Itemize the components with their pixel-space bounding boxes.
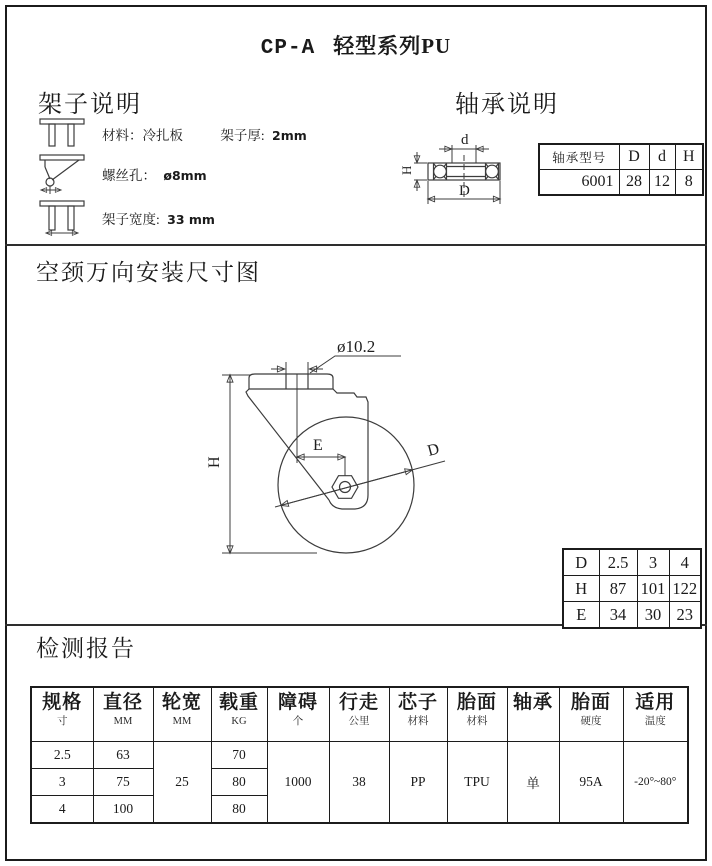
core-material-cell: PP — [389, 742, 447, 824]
bearing-heading: 轴承说明 — [455, 92, 559, 118]
dim-value: 122 — [669, 576, 701, 602]
bearing-bore-label: d — [461, 132, 469, 148]
temperature-cell: -20°~80° — [623, 742, 688, 824]
tread-material-cell: TPU — [447, 742, 507, 824]
height-label: H — [206, 456, 223, 468]
distance-cell: 38 — [329, 742, 389, 824]
dim-label: E — [563, 602, 599, 629]
bearing-height-label: H — [399, 165, 414, 175]
frame-item-material — [102, 124, 307, 144]
bearing-outer-label: D — [459, 183, 470, 199]
hardness-cell: 95A — [559, 742, 623, 824]
wheel-width-cell: 25 — [153, 742, 211, 824]
dim-value: 2.5 — [599, 549, 637, 576]
dimension-row-D — [563, 549, 701, 576]
col-obstacle: 障碍 个 — [267, 687, 329, 742]
thickness-label: 架子厚: — [220, 128, 265, 143]
screw-hole-label: 螺丝孔： — [102, 168, 156, 183]
bearing-col-H: H — [675, 144, 703, 170]
model-code: CP-A — [260, 37, 316, 60]
dim-label: H — [563, 576, 599, 602]
bearing-type-cell: 单 — [507, 742, 559, 824]
col-spec: 规格 寸 — [31, 687, 93, 742]
report-row-1 — [31, 742, 688, 769]
dim-value: 101 — [637, 576, 669, 602]
dim-value: 3 — [637, 549, 669, 576]
dim-value: 34 — [599, 602, 637, 629]
frame-width-value: 33 mm — [167, 212, 215, 227]
col-diameter: 直径 MM — [93, 687, 153, 742]
dim-value: 23 — [669, 602, 701, 629]
col-distance: 行走 公里 — [329, 687, 389, 742]
bearing-d-value: 12 — [649, 170, 675, 196]
load-cell: 80 — [211, 769, 267, 796]
diameter-cell: 100 — [93, 796, 153, 824]
spec-cell: 3 — [31, 769, 93, 796]
page-title — [0, 30, 712, 60]
bearing-col-d: d — [649, 144, 675, 170]
dimension-table — [562, 548, 702, 629]
diameter-cell: 63 — [93, 742, 153, 769]
col-tread: 胎面 材料 — [447, 687, 507, 742]
swivel-side-icon — [38, 153, 86, 195]
bearing-diagram — [399, 125, 530, 220]
frame-item-width — [102, 208, 215, 228]
screw-hole-value: ø8mm — [163, 168, 207, 183]
caster-diagram — [205, 335, 485, 605]
load-cell: 70 — [211, 742, 267, 769]
bearing-model-header: 轴承型号 — [539, 144, 619, 170]
bearing-D-value: 28 — [619, 170, 649, 196]
diameter-cell: 75 — [93, 769, 153, 796]
col-bearing: 轴承 — [507, 687, 559, 742]
report-heading: 检测报告 — [36, 636, 136, 661]
col-core: 芯子 材料 — [389, 687, 447, 742]
bearing-col-D: D — [619, 144, 649, 170]
frame-width-label: 架子宽度: — [102, 212, 160, 227]
spec-cell: 4 — [31, 796, 93, 824]
col-wheel-width: 轮宽 MM — [153, 687, 211, 742]
fork-front-icon — [38, 116, 86, 148]
wheel-diameter-label: D — [425, 440, 442, 460]
col-hardness: 胎面 硬度 — [559, 687, 623, 742]
mounting-heading: 空颈万向安装尺寸图 — [36, 260, 261, 285]
dim-value: 87 — [599, 576, 637, 602]
spec-cell: 2.5 — [31, 742, 93, 769]
bearing-model-value: 6001 — [539, 170, 619, 196]
report-table — [30, 686, 689, 824]
frame-item-screw-hole — [102, 164, 207, 184]
dimension-row-H — [563, 576, 701, 602]
col-temperature: 适用 温度 — [623, 687, 688, 742]
dim-label: D — [563, 549, 599, 576]
section-divider-top — [5, 244, 707, 246]
obstacle-cell: 1000 — [267, 742, 329, 824]
offset-label: E — [313, 437, 323, 454]
col-load: 载重 KG — [211, 687, 267, 742]
bearing-spec-table — [538, 143, 704, 196]
dim-value: 4 — [669, 549, 701, 576]
dim-value: 30 — [637, 602, 669, 629]
dimension-row-E — [563, 602, 701, 629]
series-name: 轻型系列PU — [333, 34, 452, 58]
frame-heading: 架子说明 — [38, 92, 142, 118]
bearing-H-value: 8 — [675, 170, 703, 196]
load-cell: 80 — [211, 796, 267, 824]
fork-width-icon — [38, 198, 86, 238]
material-label: 材料：冷扎板 — [102, 128, 183, 143]
report-header-row — [31, 687, 688, 742]
thickness-value: 2mm — [272, 128, 307, 143]
hole-diameter-label: ø10.2 — [337, 337, 376, 356]
